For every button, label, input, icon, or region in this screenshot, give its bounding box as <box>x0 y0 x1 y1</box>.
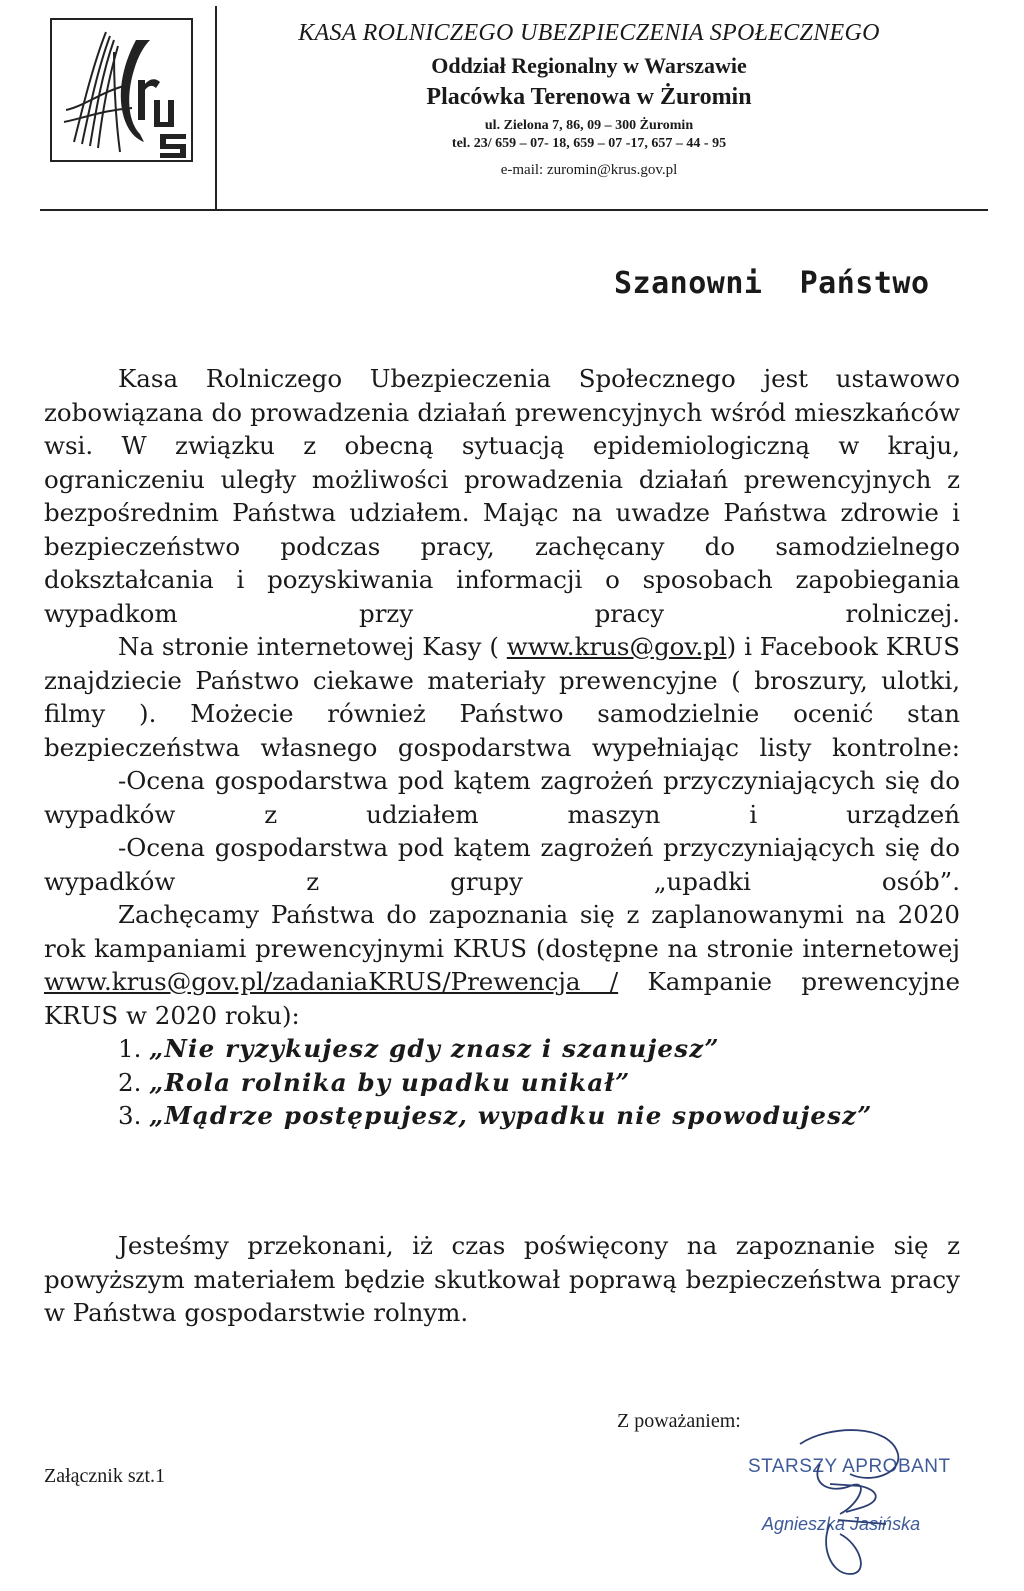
checklist-item-machines: -Ocena gospodarstwa pod kątem zagrożeń przyczyniających się do wypadków z udziałem maszyn i urządzeń <box>44 766 960 829</box>
regards: Z poważaniem: <box>617 1410 741 1432</box>
header-vertical-rule <box>215 6 217 209</box>
header-horizontal-rule <box>40 209 988 211</box>
closing-text: Jesteśmy przekonani, iż czas poświęcony na zapoznanie się z powyższym materiałem będzie skutkował poprawą bezpieczeństwa pracy w Państwa gospodarstwie rolnym. <box>44 1231 960 1327</box>
campaign-title: „Mądrze postępujesz, wypadku nie spowodujesz” <box>149 1101 873 1130</box>
handwritten-signature <box>790 1424 910 1584</box>
letter-body <box>44 362 960 1133</box>
campaign-title: „Rola rolnika by upadku unikał” <box>149 1067 631 1097</box>
office-phone: tel. 23/ 659 – 07- 18, 659 – 07 -17, 657 – 44 - 95 <box>451 136 727 151</box>
email-link[interactable]: zuromin@krus.gov.pl <box>546 162 678 178</box>
paragraph-intro: Kasa Rolniczego Ubezpieczenia Społecznego jest ustawowo zobowiązana do prowadzenia działań prewencyjnych wśród mieszkańców wsi. W związku z obecną sytuacją epidemiologiczną w kraju, ograniczeniu uległy możliwości prowadzenia działań prewencyjnych z bezpośrednim Państwa udziałem. Mając na uwadze Państwa zdrowie i bezpieczeństwo podczas pracy, zachęcany do samodzielnego dokształcania i pozyskiwania informacji o sposobach zapobiegania wypadkom przy pracy rolniczej. <box>44 364 960 628</box>
website-link[interactable]: www.krus@gov.pl <box>506 632 727 661</box>
paragraph-campaigns-text: Zachęcamy Państwa do zapoznania się z zaplanowanymi na 2020 rok kampaniami prewencyjnymi KRUS (dostępne na stronie internetowej <box>44 900 960 963</box>
krus-logo-icon <box>54 22 192 160</box>
stamp-name: Agnieszka Jasińska <box>762 1514 921 1534</box>
paragraph-website-text: Na stronie internetowej Kasy ( <box>118 632 507 661</box>
list-item <box>118 1099 960 1133</box>
paragraph-campaigns-rest: Kampanie prewencyjne KRUS w 2020 roku): <box>44 967 960 1030</box>
krus-logo <box>50 18 193 162</box>
attachment-note: Załącznik szt.1 <box>44 1465 166 1487</box>
office-email <box>230 159 948 181</box>
office-name: Placówka Terenowa w Żuromin <box>426 84 752 110</box>
stamp-title: STARSZY APROBANT <box>748 1456 951 1477</box>
list-item <box>118 1066 960 1100</box>
campaign-title: „Nie ryzykujesz gdy znasz i szanujesz” <box>149 1034 720 1063</box>
campaign-list <box>44 1032 960 1133</box>
org-name: KASA ROLNICZEGO UBEZPIECZENIA SPOŁECZNEGO <box>298 20 880 46</box>
campaigns-link[interactable]: www.krus@gov.pl/zadaniaKRUS/Prewencja / <box>44 967 619 996</box>
paragraph-website <box>44 630 960 764</box>
paragraph-website-rest: ) i Facebook KRUS znajdziecie Państwo ciekawe materiały prewencyjne ( broszury, ulotki, filmy ). Możecie również Państwo samodzielnie ocenić stan bezpieczeństwa własnego gospodarstwa wypełniając listy kontrolne: <box>44 632 960 762</box>
campaign-number: 3. <box>118 1101 150 1130</box>
email-label: e-mail: <box>500 162 547 178</box>
list-item <box>118 1032 960 1066</box>
salutation: Szanowni Państwo <box>614 266 930 301</box>
office-address: ul. Zielona 7, 86, 09 – 300 Żuromin <box>484 118 694 133</box>
checklist-item-falls: -Ocena gospodarstwa pod kątem zagrożeń przyczyniających się do wypadków z grupy „upadki osób”. <box>44 833 960 896</box>
campaign-number: 2. <box>118 1067 150 1097</box>
paragraph-campaigns <box>44 898 960 1032</box>
letterhead <box>230 18 948 181</box>
closing-paragraph <box>44 1229 960 1330</box>
campaign-number: 1. <box>118 1034 150 1063</box>
branch-name: Oddział Regionalny w Warszawie <box>431 53 747 78</box>
